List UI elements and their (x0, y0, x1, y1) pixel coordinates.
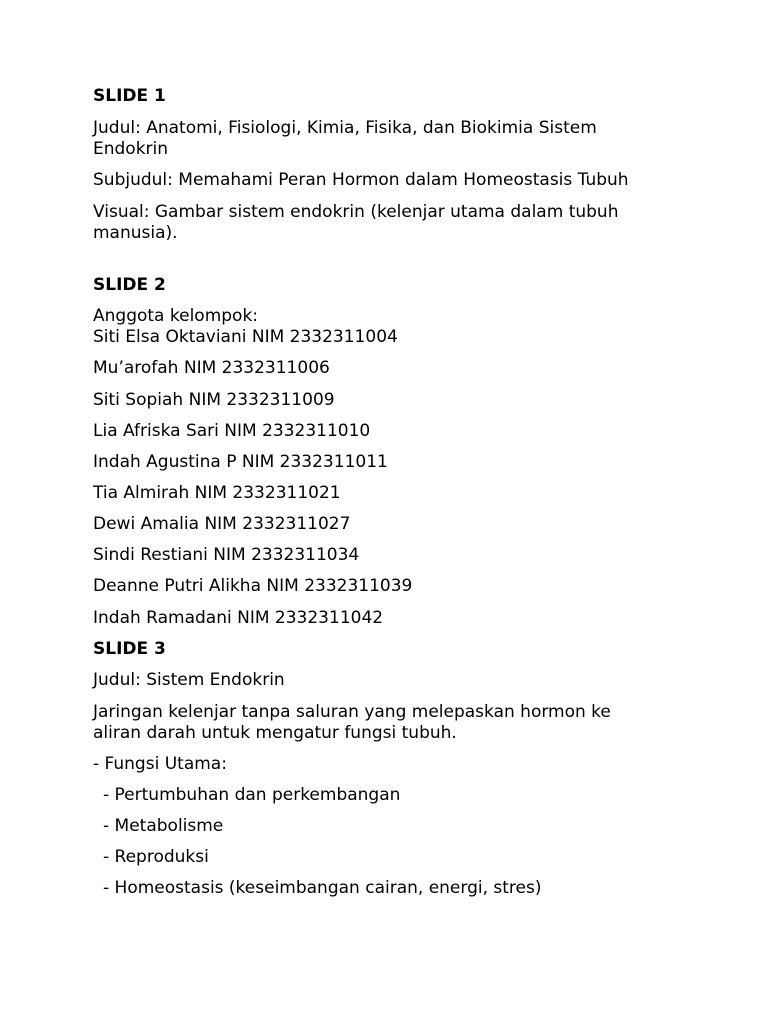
member-item: Mu’arofah NIM 2332311006 (93, 358, 330, 378)
member-item: Tia Almirah NIM 2332311021 (93, 483, 341, 503)
member-item: Indah Agustina P NIM 2332311011 (93, 452, 388, 472)
slide3-heading: SLIDE 3 (93, 639, 166, 659)
member-item: Sindi Restiani NIM 2332311034 (93, 545, 360, 565)
slide3-description-line2: aliran darah untuk mengatur fungsi tubuh. (93, 723, 457, 743)
function-item: - Reproduksi (103, 847, 209, 867)
slide2-members-label: Anggota kelompok: (93, 306, 259, 326)
member-item: Siti Sopiah NIM 2332311009 (93, 390, 335, 410)
member-item: Lia Afriska Sari NIM 2332311010 (93, 421, 371, 441)
member-item: Dewi Amalia NIM 2332311027 (93, 514, 351, 534)
slide1-title-line1: Judul: Anatomi, Fisiologi, Kimia, Fisika, dan Biokimia Sistem (93, 118, 597, 138)
slide1-heading: SLIDE 1 (93, 86, 166, 106)
function-item: - Homeostasis (keseimbangan cairan, energi, stres) (103, 878, 542, 898)
slide3-title: Judul: Sistem Endokrin (93, 670, 285, 690)
member-item: Siti Elsa Oktaviani NIM 2332311004 (93, 327, 398, 347)
slide3-description-line1: Jaringan kelenjar tanpa saluran yang melepaskan hormon ke (93, 702, 611, 722)
slide1-visual-line1: Visual: Gambar sistem endokrin (kelenjar utama dalam tubuh (93, 202, 619, 222)
slide1-visual-line2: manusia). (93, 223, 178, 243)
member-item: Indah Ramadani NIM 2332311042 (93, 608, 384, 628)
slide3-functions-label: - Fungsi Utama: (93, 754, 227, 774)
slide1-subtitle: Subjudul: Memahami Peran Hormon dalam Homeostasis Tubuh (93, 170, 629, 190)
function-item: - Metabolisme (103, 816, 224, 836)
slide2-heading: SLIDE 2 (93, 275, 166, 295)
slide1-title-line2: Endokrin (93, 139, 169, 159)
member-item: Deanne Putri Alikha NIM 2332311039 (93, 576, 413, 596)
document-page (93, 0, 693, 1024)
function-item: - Pertumbuhan dan perkembangan (103, 785, 401, 805)
